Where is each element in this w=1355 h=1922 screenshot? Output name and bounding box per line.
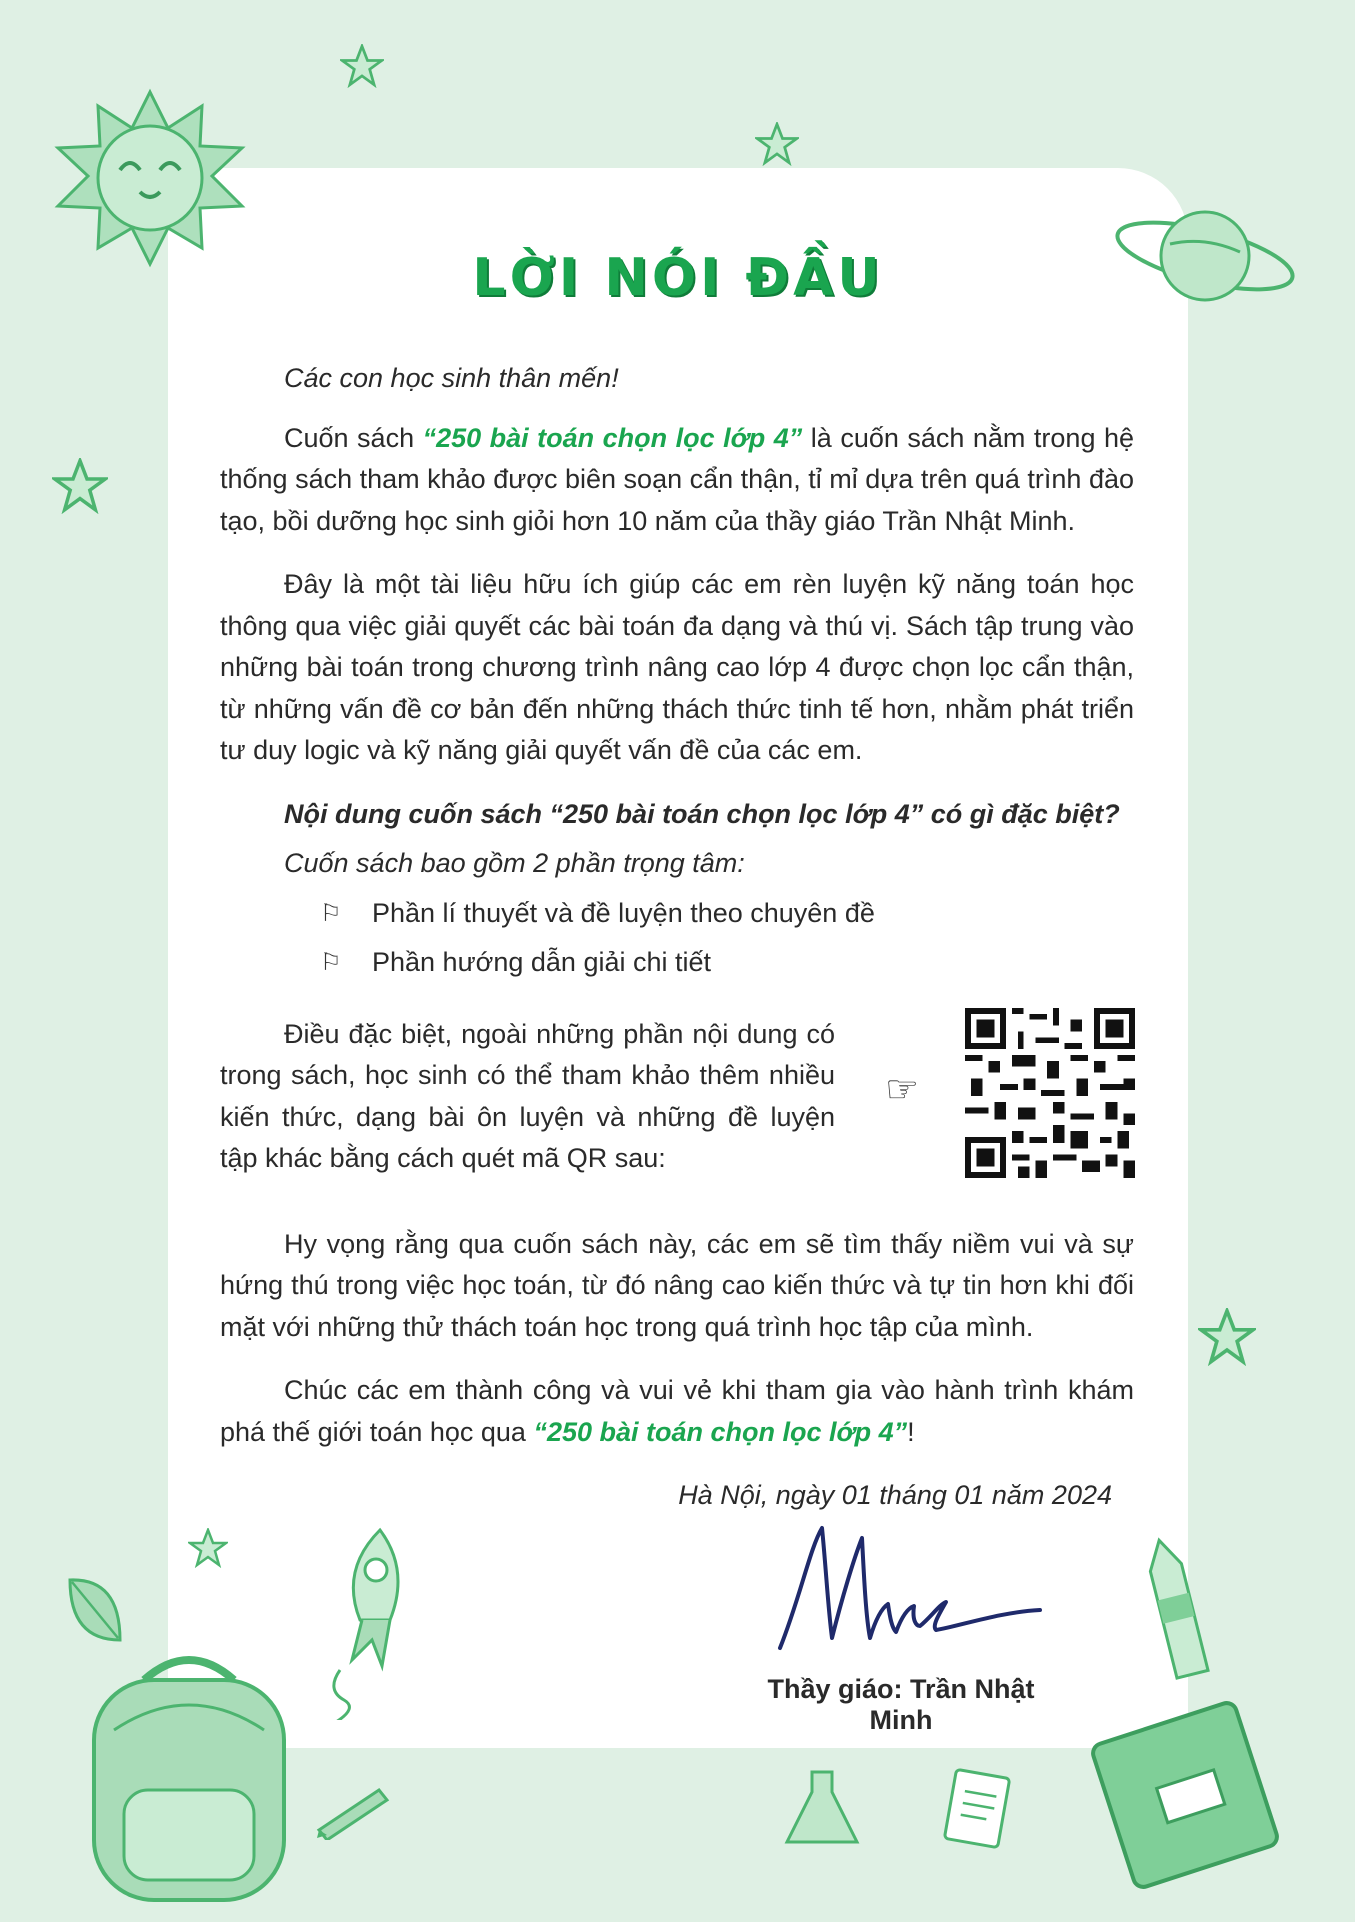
greeting: Các con học sinh thân mến! (284, 363, 619, 393)
qr-section (220, 1014, 1134, 1194)
book-icon (1080, 1700, 1290, 1900)
date-line: Hà Nội, ngày 01 tháng 01 năm 2024 (678, 1480, 1112, 1510)
signature (770, 1508, 1060, 1678)
star-icon (52, 458, 108, 514)
pencil-icon (314, 1780, 394, 1840)
flag-icon: ⚐ (320, 949, 342, 976)
crayon-icon (1138, 1536, 1218, 1696)
pointing-hand-icon: ☞ (885, 1068, 920, 1111)
star-icon (340, 44, 384, 88)
qr-code[interactable] (965, 1008, 1135, 1178)
star-icon (1198, 1308, 1256, 1366)
page-title: LỜI NÓI ĐẦU (472, 248, 884, 308)
leaf-icon (60, 1570, 130, 1650)
rocket-icon (320, 1520, 430, 1720)
qr-paragraph: Điều đặc biệt, ngoài những phần nội dung có trong sách, học sinh có thể tham khảo thêm nhiều kiến thức, dạng bài ôn luyện và những đề luyện tập khác bằng cách quét mã QR sau: (220, 1018, 835, 1173)
paragraph-purpose: Đây là một tài liệu hữu ích giúp các em rèn luyện kỹ năng toán học thông qua việc giải quyết các bài toán đa dạng và thú vị. Sách tập trung vào những bài toán trong chương trình nâng cao lớp 4 được chọn lọc cẩn thận, từ những vấn đề cơ bản đến những thách thức tinh tế hơn, nhằm phát triển tư duy logic và kỹ năng giải quyết vấn đề của các em. (220, 569, 1134, 765)
list-item (320, 942, 1134, 984)
preface-body (220, 358, 1134, 1517)
intro-prefix: Cuốn sách (284, 422, 423, 453)
book-title-highlight: “250 bài toán chọn lọc lớp 4” (533, 1416, 908, 1447)
list-item-text: Phần lí thuyết và đề luyện theo chuyên đề (372, 897, 875, 928)
parts-intro: Cuốn sách bao gồm 2 phần trọng tâm: (284, 848, 745, 878)
book-title-highlight: “250 bài toán chọn lọc lớp 4” (422, 422, 803, 453)
sun-icon (50, 88, 250, 268)
intro-rest: là cuốn sách nằm trong hệ thống sách tham khảo được biên soạn cẩn thận, tỉ mỉ dựa trên quá trình đào tạo, bồi dưỡng học sinh giỏi hơn 10 năm của thầy giáo Trần Nhật Minh. (220, 422, 1134, 536)
wish-prefix: Chúc các em thành công và vui vẻ khi tham gia vào hành trình khám phá thế giới toán học qua (220, 1375, 1134, 1447)
notepad-icon (940, 1764, 1020, 1850)
backpack-icon (74, 1640, 304, 1910)
list-item (320, 893, 1134, 935)
paragraph-hope: Hy vọng rằng qua cuốn sách này, các em sẽ tìm thấy niềm vui và sự hứng thú trong việc học toán, từ đó nâng cao kiến thức và tự tin hơn khi đối mặt với những thử thách toán học trong quá trình học tập của mình. (220, 1228, 1134, 1342)
flag-icon: ⚐ (320, 899, 342, 927)
star-icon (188, 1528, 228, 1568)
flask-icon (782, 1762, 862, 1852)
list-item-text: Phần hướng dẫn giải chi tiết (372, 947, 712, 977)
teacher-name: Thầy giáo: Trần Nhật Minh (767, 1674, 1035, 1735)
paragraph-wish (220, 1370, 1134, 1453)
paragraph-intro (220, 418, 1134, 543)
wish-suffix: ! (907, 1416, 915, 1447)
content-question: Nội dung cuốn sách “250 bài toán chọn lọc lớp 4” có gì đặc biệt? (284, 798, 1120, 829)
star-icon (755, 122, 799, 166)
